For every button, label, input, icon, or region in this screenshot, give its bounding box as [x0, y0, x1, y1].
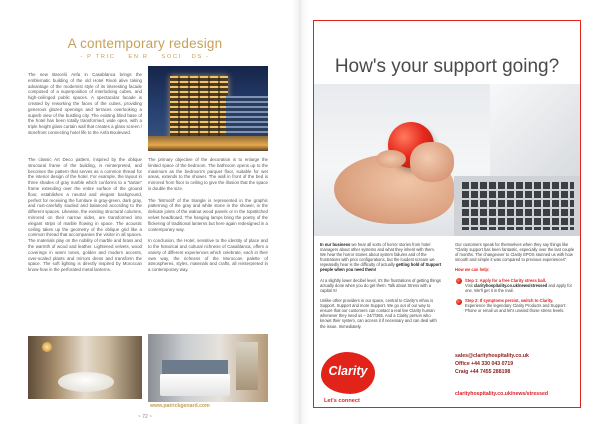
article-paragraph: The new Barceló Anfa in Casablanca brings the emblematic building of the old Hotel Rivoli alive taking advantage of the modernist style of its interesting facade composed of a superposition of interlocking cubes, and high-ceilinged public spaces. A spectacular facade is created by reworking the faces of the cubes, providing generous glazed openings and terraces overlooking a superb view of the bustling city. The existing blind base of the hotel has been totally transformed, wide open, with a triple height glass curtain wall that creates a glass screen / storefront connecting hotel life to the Anfa Boulevard.	[28, 72, 142, 135]
step-2	[455, 298, 577, 313]
advert-paragraph: At a slightly lower decibel level, it's the frustrations of getting things actually done when you do get them. Talk about Stress with a capital S!	[320, 277, 441, 293]
step-1-text: Visit	[465, 282, 474, 288]
headboard-shape	[162, 360, 228, 374]
article-column-2	[148, 157, 268, 317]
step-2-text: Experience the legendary Clarity Products and Support: Phone or email us and let's unwind those stress levels.	[465, 303, 567, 314]
paragraph-text: we hear all sorts of horror stories from hotel managers about other systems and what they inherit with them. We hear the horror stories about system failures and of the frustrations with prior configurations, but the loudest scream we repeatedly hear is the difficulty of actually	[320, 242, 435, 268]
article-byline: - P TRIC EN R SOCI DS -	[80, 54, 210, 60]
advert-tagline: Let's connect	[324, 398, 360, 404]
advert-column-2	[455, 242, 577, 348]
bathroom-photo	[28, 336, 142, 399]
step-1	[455, 278, 577, 293]
article-paragraph: In conclusion, the Hotel, sensitive to the identity of place and to the historical and cultural richness of Casablanca, offers a variety of different experiences which celebrate, each in their own way, the richness of the Moroccan palette of atmospheres, styles, materials and crafts, all reinterpreted in a contemporary way.	[148, 238, 268, 273]
article-title: A contemporary redesign	[67, 36, 223, 51]
bedroom-photo	[148, 334, 268, 402]
laptop-screen-shape	[490, 84, 580, 176]
contact-office-phone: Office +44 330 043 0719	[455, 361, 514, 367]
contact-email[interactable]: sales@clarityhospitality.co.uk	[455, 353, 529, 359]
mirror-shape	[236, 342, 258, 390]
street-lights-shape	[148, 136, 268, 151]
article-paragraph: The primary objective of the decoration is to enlarge the limited space of the bedroom. The bathroom opens up to the maximum as the bedroom's parquet floor, suitable for wet areas, extends to the shower. The wall in front of the bed is mirrored from floor to ceiling to give the illusion that the space is double the size.	[148, 157, 268, 191]
photo-credit-url: www.patrickgenard.com	[150, 403, 210, 409]
contact-block	[455, 352, 529, 376]
customer-quote: Our customers speak for themselves when they say things like "Clarity support has been fantastic, especially over the last couple of months. The changeover to Clarity EPOS stunned us with how smooth and simple it was compared to previous experiences".	[455, 242, 575, 263]
thumb-shape	[376, 150, 406, 168]
page-number: ~ 72 ~	[137, 414, 153, 420]
advert-paragraph: Unlike other providers in our space, central to Clarity's ethos is Support, Support and more Support. We go out of our way to ensure that our customers can contact a real live Clarity human whenever they need us – 24/7/365. And a Clarity person who knows their system, can access it if necessary and can deal with the issue. Immediately.	[320, 298, 437, 329]
advert-column-1	[320, 242, 442, 348]
page-gutter	[292, 0, 308, 424]
stress-ball-photo	[314, 84, 580, 236]
step-1-title: Step 1: Apply for a free Clarity stress ball.	[465, 277, 547, 283]
bed-shape	[160, 374, 230, 396]
article-paragraph: The 'lintmotif' of the triangle is represented in the graphic patterning of the gray and white stone in the shower, in the delicate joints of the walnut wood panels or in the topstitched velvet headboard. The hanging lamps bring the poetry of the flickering of traditional lanterns but here again redesigned in a contemporary way.	[148, 197, 268, 232]
bold-lead: In our business	[320, 242, 351, 247]
fingers-shape	[410, 142, 454, 182]
bold-phrase: getting hold of Support people when you need them!	[320, 262, 442, 273]
advert-headline: How's your support going?	[334, 56, 560, 77]
help-heading: How we can help:	[455, 267, 490, 273]
stress-ball-icon	[456, 278, 462, 284]
step-1-link[interactable]: clarityhospitality.co.uk/news/stressed	[473, 282, 548, 288]
article-column-1-top	[28, 72, 142, 152]
lantern-shape	[42, 342, 52, 352]
contact-url[interactable]: clarityhospitality.co.uk/news/stressed	[455, 391, 549, 397]
contact-craig-phone: Craig +44 7455 288198	[455, 369, 511, 375]
advert-paragraph	[320, 242, 442, 273]
step-1-text-end: and apply for one. We'll get it in the mail.	[465, 282, 573, 293]
article-column-1-bottom	[28, 157, 142, 327]
hotel-exterior-photo	[148, 66, 268, 151]
clarity-logo-text: Clarity	[328, 364, 368, 378]
step-2-title: Step 2: If symptoms persist, switch to Clarity.	[465, 298, 554, 304]
keyboard-keys-shape	[462, 182, 574, 230]
article-paragraph: The classic Art Deco pattern, inspired by the oblique structural frame of the building, is reinterpreted, and becomes the pattern that serves as a common thread for the interior design of the hotel. For example, the layout in three shades of gray marble which conforms to a "tartan" frame extending over the entire surface of the ground floor, establishes a neutral and elegant background, perfect for receiving the furniture in gray-green, dark gray, and rust-carefully studied and balanced according to the different spaces. Likewise, the existing structural columns, mirrored on their narrow sides, are transformed into elegant strips of marble flowing in space. The acoustic ceiling takes up the geometry of the oblique grid like a common thread that accompanies the visitor in all spaces. The materials play on the nobility of marble and brass and the warmth of wood and leather. Lightened velvets, wood coverings in warm tones, golden and modern accents, over-scaled plants and mirrors dress and transform the space. The soft lighting is directly inspired by Moroccan know-how in the perforated metal lanterns.	[28, 157, 142, 273]
bathtub-shape	[58, 372, 114, 392]
stress-ball-icon	[456, 299, 462, 305]
